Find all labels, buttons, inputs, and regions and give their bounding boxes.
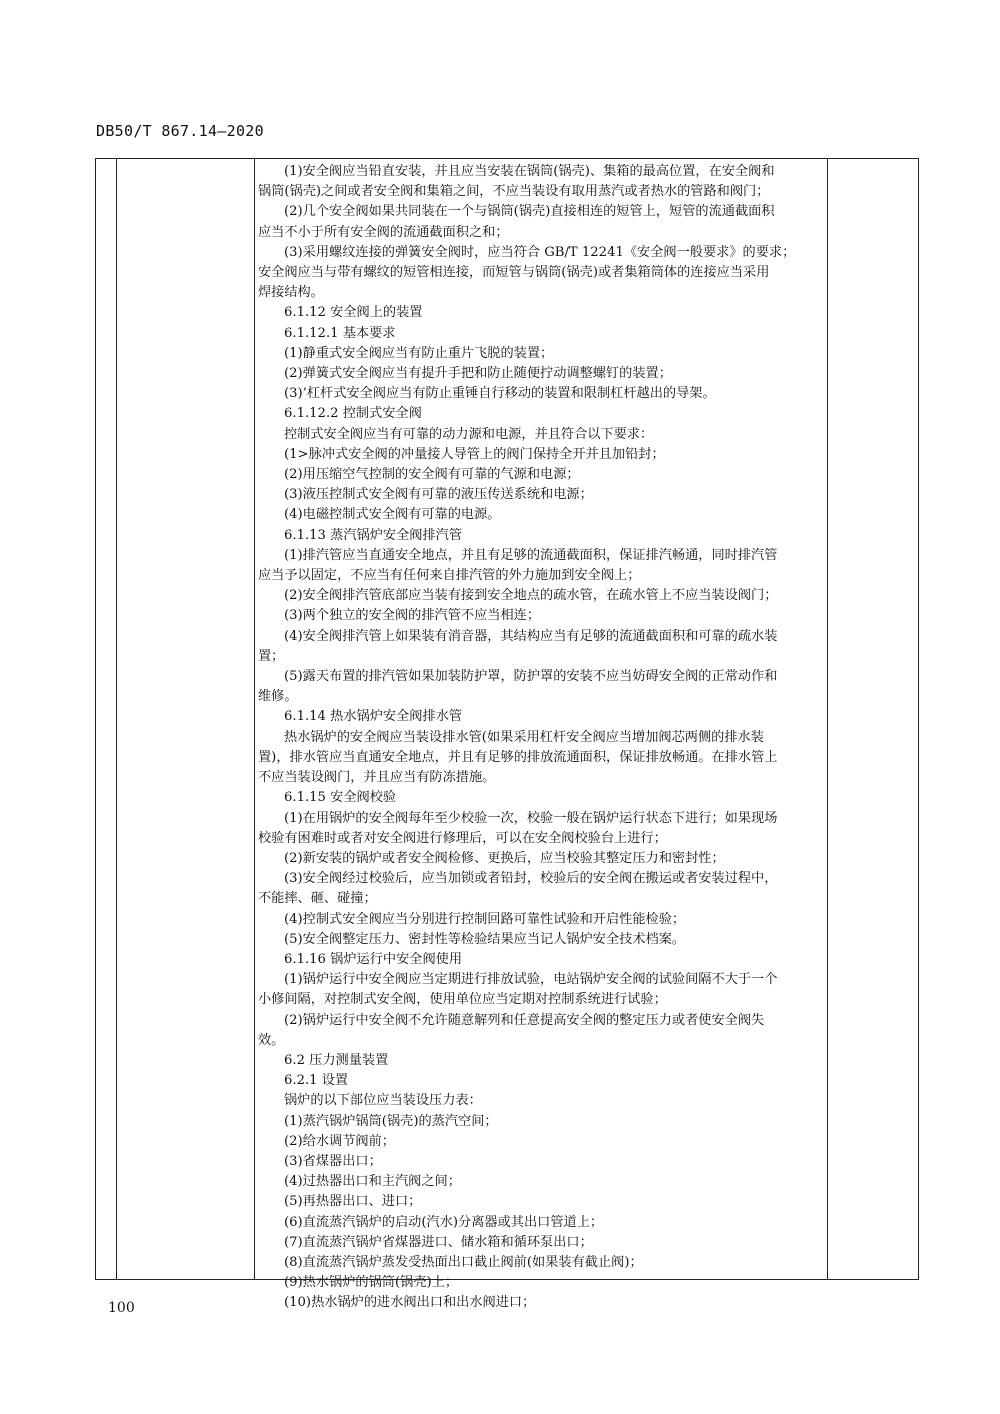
content-line: (1)静重式安全阀应当有防止重片飞脱的装置； <box>284 345 554 361</box>
content-line: (2)几个安全阀如果共同装在一个与锅筒(锅壳)直接相连的短管上，短管的流通截面积 <box>284 204 775 220</box>
standard-code: DB50/T 867.14—2020 <box>96 122 264 140</box>
content-line: (4)控制式安全阀应当分别进行控制回路可靠性试验和开启性能检验； <box>284 911 686 927</box>
content-line: (2)用压缩空气控制的安全阀有可靠的气源和电源； <box>284 467 580 483</box>
content-line: (9)热水锅炉的锅筒(锅壳)上； <box>284 1275 459 1291</box>
content-line: (3)’杠杆式安全阀应当有防止重锤自行移动的装置和限制杠杆越出的导架。 <box>284 386 716 402</box>
content-line: (5)露天布置的排汽管如果加装防护罩，防护罩的安装不应当妨碍安全阀的正常动作和 <box>284 669 778 685</box>
content-line: 不应当装设阀门，并且应当有防冻措施。 <box>258 770 496 786</box>
content-line: (5)再热器出口、进口； <box>284 1194 422 1210</box>
content-line: (5)安全阀整定压力、密封性等检验结果应当记人锅炉安全技术档案。 <box>284 931 686 947</box>
content-line: (6)直流蒸汽锅炉的启动(汽水)分离器或其出口管道上； <box>284 1214 604 1230</box>
content-line: 6.1.14 热水锅炉安全阀排水管 <box>284 709 463 725</box>
content-line: 置)，排水管应当直通安全地点，并且有足够的排放流通面积，保证排放畅通。在排水管上 <box>258 749 778 765</box>
content-line: (7)直流蒸汽锅炉省煤器进口、储水箱和循环泵出口； <box>284 1234 593 1250</box>
content-line: 维修。 <box>258 689 298 705</box>
content-line: (4)过热器出口和主汽阀之间； <box>284 1174 461 1190</box>
content-line: 6.1.16 锅炉运行中安全阀使用 <box>284 951 463 967</box>
content-line: (1)蒸汽锅炉锅筒(锅壳)的蒸汽空间； <box>284 1113 498 1129</box>
content-line: 置； <box>258 648 285 664</box>
content-line: (8)直流蒸汽锅炉蒸发受热面出口截止阀前(如果装有截止阀)； <box>284 1254 643 1270</box>
content-line: 不能摔、砸、碰撞； <box>258 891 377 907</box>
content-line: (1)在用锅炉的安全阀每年至少校验一次，校验一般在锅炉运行状态下进行；如果现场 <box>284 810 778 826</box>
content-line: 安全阀应当与带有螺纹的短管相连接，而短管与锅筒(锅壳)或者集箱筒体的连接应当采用 <box>258 265 770 281</box>
content-line: (2)弹簧式安全阀应当有提升手把和防止随便拧动调整螺钉的装置； <box>284 366 672 382</box>
content-line: 6.1.12.2 控制式安全阀 <box>284 406 422 422</box>
content-line: 锅炉的以下部位应当装设压力表： <box>284 1093 482 1109</box>
content-line: (1)锅炉运行中安全阀应当定期进行排放试验，电站锅炉安全阀的试验间隔不大于一个 <box>284 972 778 988</box>
content-line: 焊接结构。 <box>258 285 324 301</box>
content-line: (1)安全阀应当铅直安装，并且应当安装在锅筒(锅壳)、集箱的最高位置，在安全阀和 <box>284 164 775 179</box>
content-line: (3)采用螺纹连接的弹簧安全阀时，应当符合 GB/T 12241《安全阀一般要求》的要求； <box>284 244 796 260</box>
content-line: 小修间隔，对控制式安全阀，使用单位应当定期对控制系统进行试验； <box>258 992 667 1008</box>
content-line: 6.1.12 安全阀上的装置 <box>284 305 423 321</box>
content-line: 控制式安全阀应当有可靠的动力源和电源，并且符合以下要求： <box>284 426 654 442</box>
table-content-cell <box>258 162 828 1314</box>
content-line: (4)安全阀排汽管上如果装有消音器，其结构应当有足够的流通截面积和可靠的疏水装 <box>284 628 778 644</box>
content-line: (1>脉冲式安全阀的冲量接人导管上的阀门保持全开并且加铅封； <box>284 446 665 462</box>
content-line: 应当予以固定，不应当有任何来自排汽管的外力施加到安全阀上； <box>258 568 641 584</box>
content-line: 锅筒(锅壳)之间或者安全阀和集箱之间，不应当装设有取用蒸汽或者热水的管路和阀门； <box>258 184 770 200</box>
content-line: 热水锅炉的安全阀应当装设排水管(如果采用杠杆安全阀应当增加阀芯两侧的排水装 <box>284 729 764 745</box>
column-divider-1 <box>116 159 117 1279</box>
content-line: (3)液压控制式安全阀有可靠的液压传送系统和电源； <box>284 487 593 503</box>
column-divider-2 <box>254 159 255 1279</box>
content-line: 6.2.1 设置 <box>284 1073 349 1089</box>
content-line: 校验有困难时或者对安全阀进行修理后，可以在安全阀校验台上进行； <box>258 830 667 846</box>
content-line: (3)安全阀经过校验后，应当加锁或者铅封，校验后的安全阀在搬运或者安装过程中， <box>284 871 778 887</box>
content-line: (10)热水锅炉的进水阀出口和出水阀进口； <box>284 1295 536 1311</box>
content-line: 6.1.15 安全阀校验 <box>284 790 397 806</box>
content-line: (1)排汽管应当直通安全地点，并且有足够的流通截面积，保证排汽畅通，同时排汽管 <box>284 547 778 563</box>
content-line: 6.1.13 蒸汽锅炉安全阀排汽管 <box>284 527 463 543</box>
content-line: (2)给水调节阀前； <box>284 1133 395 1149</box>
content-line: (2)锅炉运行中安全阀不允许随意解列和任意提高安全阀的整定压力或者使安全阀失 <box>284 1012 765 1028</box>
content-line: 6.1.12.1 基本要求 <box>284 325 396 341</box>
content-line: (3)两个独立的安全阀的排汽管不应当相连； <box>284 608 541 624</box>
page-number: 100 <box>108 1300 135 1316</box>
content-line: (2)安全阀排汽管底部应当装有接到安全地点的疏水管，在疏水管上不应当装设阀门； <box>284 588 778 604</box>
content-line: (3)省煤器出口； <box>284 1153 382 1169</box>
content-line: (4)电磁控制式安全阀有可靠的电源。 <box>284 507 501 523</box>
content-line: 效。 <box>258 1032 285 1048</box>
content-line: (2)新安装的锅炉或者安全阀检修、更换后，应当校验其整定压力和密封性； <box>284 850 725 866</box>
content-line: 6.2 压力测量装置 <box>284 1052 389 1068</box>
content-line: 应当不小于所有安全阀的流通截面积之和； <box>258 224 509 240</box>
